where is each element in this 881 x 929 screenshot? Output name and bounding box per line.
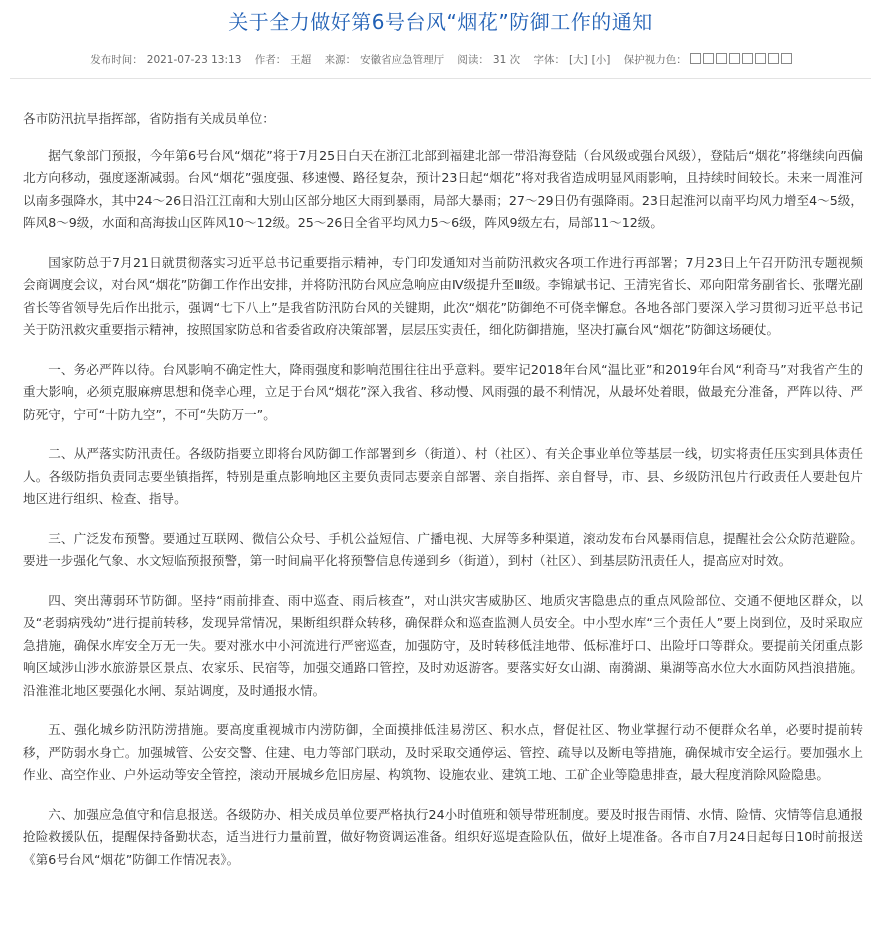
paragraph: 四、突出薄弱环节防御。坚持“雨前排查、雨中巡查、雨后核查”，对山洪灾害威胁区、地质灾害隐患点的重点风险部位、交通不便地区群众，以及“老弱病残幼”进行提前转移，发现异常情况，果断组织群众转移，确保群众和巡查监测人员安全。中小型水库“三个责任人”要上岗到位，及时采取应急措施，确保水库安全万无一失。要对涨水中小河流进行严密巡查，加强防守，及时转移低洼地带、低标准圩口、出险圩口等群众。要提前关闭重点影响区域涉山涉水旅游景区景点、农家乐、民宿等，加强交通路口管控，及时劝返游客。要落实好女山湖、南漪湖、巢湖等高水位大水面防风挡浪措施。沿淮淮北地区要强化水闸、泵站调度，及时通报水情。: [23, 592, 863, 698]
author-label: 作者：: [254, 54, 287, 66]
eye-color-swatch[interactable]: [703, 53, 714, 64]
author: 王超: [290, 54, 312, 66]
publish-time: 2021-07-23 13:13: [146, 54, 242, 66]
views-label: 阅读：: [457, 54, 489, 66]
font-large-button[interactable]: [大]: [568, 54, 588, 66]
source-label: 来源：: [324, 54, 357, 66]
paragraph: 据气象部门预报，今年第6号台风“烟花”将于7月25日白天在浙江北部到福建北部一带沿海登陆（台风级或强台风级），登陆后“烟花”将继续向西偏北方向移动，强度逐渐减弱。台风“烟花”强度强、移速慢、路径复杂，预计23日起“烟花”将对我省造成明显风雨影响，且持续时间较长。未来一周淮河以南多强降水，其中24～26日沿江江南和大别山区部分地区大雨到暴雨，局部大暴雨；27～29日仍有强降雨。23日起淮河以南平均风力增至4～5级，阵风8～9级，水面和高海拔山区阵风10～12级。25～26日全省平均风力5～6级，阵风9级左右，局部11～12级。: [23, 147, 863, 230]
eye-color-swatch[interactable]: [742, 53, 753, 64]
paragraph: 国家防总于7月21日就贯彻落实习近平总书记重要指示精神，专门印发通知对当前防汛救灾各项工作进行再部署；7月23日上午召开防汛专题视频会商调度会议，对台风“烟花”防御工作作出安排，并将防汛防台风应急响应由Ⅳ级提升至Ⅲ级。李锦斌书记、王清宪省长、邓向阳常务副省长、张曙光副省长等省领导先后作出批示，强调“七下八上”是我省防汛防台风的关键期，此次“烟花”防御绝不可侥幸懈怠。各地各部门要深入学习贯彻习近平总书记关于防汛救灾重要指示精神，按照国家防总和省委省政府决策部署，层层压实责任，细化防御措施，坚决打赢台风“烟花”防御这场硬仗。: [23, 254, 863, 337]
eye-color-swatch[interactable]: [690, 53, 701, 64]
font-small-button[interactable]: [小]: [591, 54, 611, 66]
eye-color-swatch[interactable]: [755, 53, 766, 64]
article-body: [23, 108, 863, 888]
paragraph: 三、广泛发布预警。要通过互联网、微信公众号、手机公益短信、广播电视、大屏等多种渠道，滚动发布台风暴雨信息，提醒社会公众防范避险。要进一步强化气象、水文短临预报预警，第一时间扁平化将预警信息传递到乡（街道），到村（社区）、到基层防汛责任人，提高应对时效。: [23, 530, 863, 568]
eye-color-swatch[interactable]: [768, 53, 779, 64]
salutation: 各市防汛抗旱指挥部，省防指有关成员单位：: [23, 111, 275, 126]
source: 安徽省应急管理厅: [360, 54, 445, 66]
paragraph: 五、强化城乡防汛防涝措施。要高度重视城市内涝防御，全面摸排低洼易涝区、积水点，督促社区、物业掌握行动不便群众名单，必要时提前转移，严防弱水身亡。加强城管、公安交警、住建、电力等部门联动，及时采取交通停运、管控、疏导以及断电等措施，确保城市安全运行。要加强水上作业、高空作业、户外运动等安全管控，滚动开展城乡危旧房屋、构筑物、设施农业、建筑工地、工矿企业等隐患排查，最大程度消除风险隐患。: [23, 722, 863, 782]
paragraph: 二、从严落实防汛责任。各级防指要立即将台风防御工作部署到乡（街道）、村（社区）、有关企事业单位等基层一线，切实将责任压实到具体责任人。各级防指负责同志要坐镇指挥，特别是重点影响地区主要负责同志要亲自部署、亲自指挥、亲自督导，市、县、乡级防汛包片行政责任人要赴包片地区进行组织、检查、指导。: [23, 446, 863, 506]
eye-color-swatch[interactable]: [716, 53, 727, 64]
paragraph: 六、加强应急值守和信息报送。各级防办、相关成员单位要严格执行24小时值班和领导带班制度。要及时报告雨情、水情、险情、灾情等信息通报抢险救援队伍，提醒保持备勤状态，适当进行力量前置，做好物资调运准备。组织好巡堤查险队伍，做好上堤准备。各市自7月24日起每日10时前报送《第6号台风“烟花”防御工作情况表》。: [23, 806, 863, 867]
article-title: 关于全力做好第6号台风“烟花”防御工作的通知: [228, 10, 653, 34]
view-count: 31 次: [492, 54, 521, 66]
header-divider: [10, 78, 871, 79]
eye-color-swatch[interactable]: [781, 53, 792, 64]
eye-color-swatch[interactable]: [729, 53, 740, 64]
font-size-label: 字体：: [533, 54, 565, 66]
paragraph: 一、务必严阵以待。台风影响不确定性大，降雨强度和影响范围往往出乎意料。要牢记2018年台风“温比亚”和2019年台风“利奇马”对我省产生的重大影响，必须克服麻痹思想和侥幸心理，立足于台风“烟花”深入我省、移动慢、风雨强的最不利情况，从最坏处着眼，做最充分准备，严阵以待、严防死守，宁可“十防九空”，不可“失防万一”。: [23, 361, 863, 422]
article-meta: [0, 52, 881, 68]
publish-time-label: 发布时间：: [90, 54, 143, 66]
eye-protection-label: 保护视力色：: [623, 54, 687, 66]
